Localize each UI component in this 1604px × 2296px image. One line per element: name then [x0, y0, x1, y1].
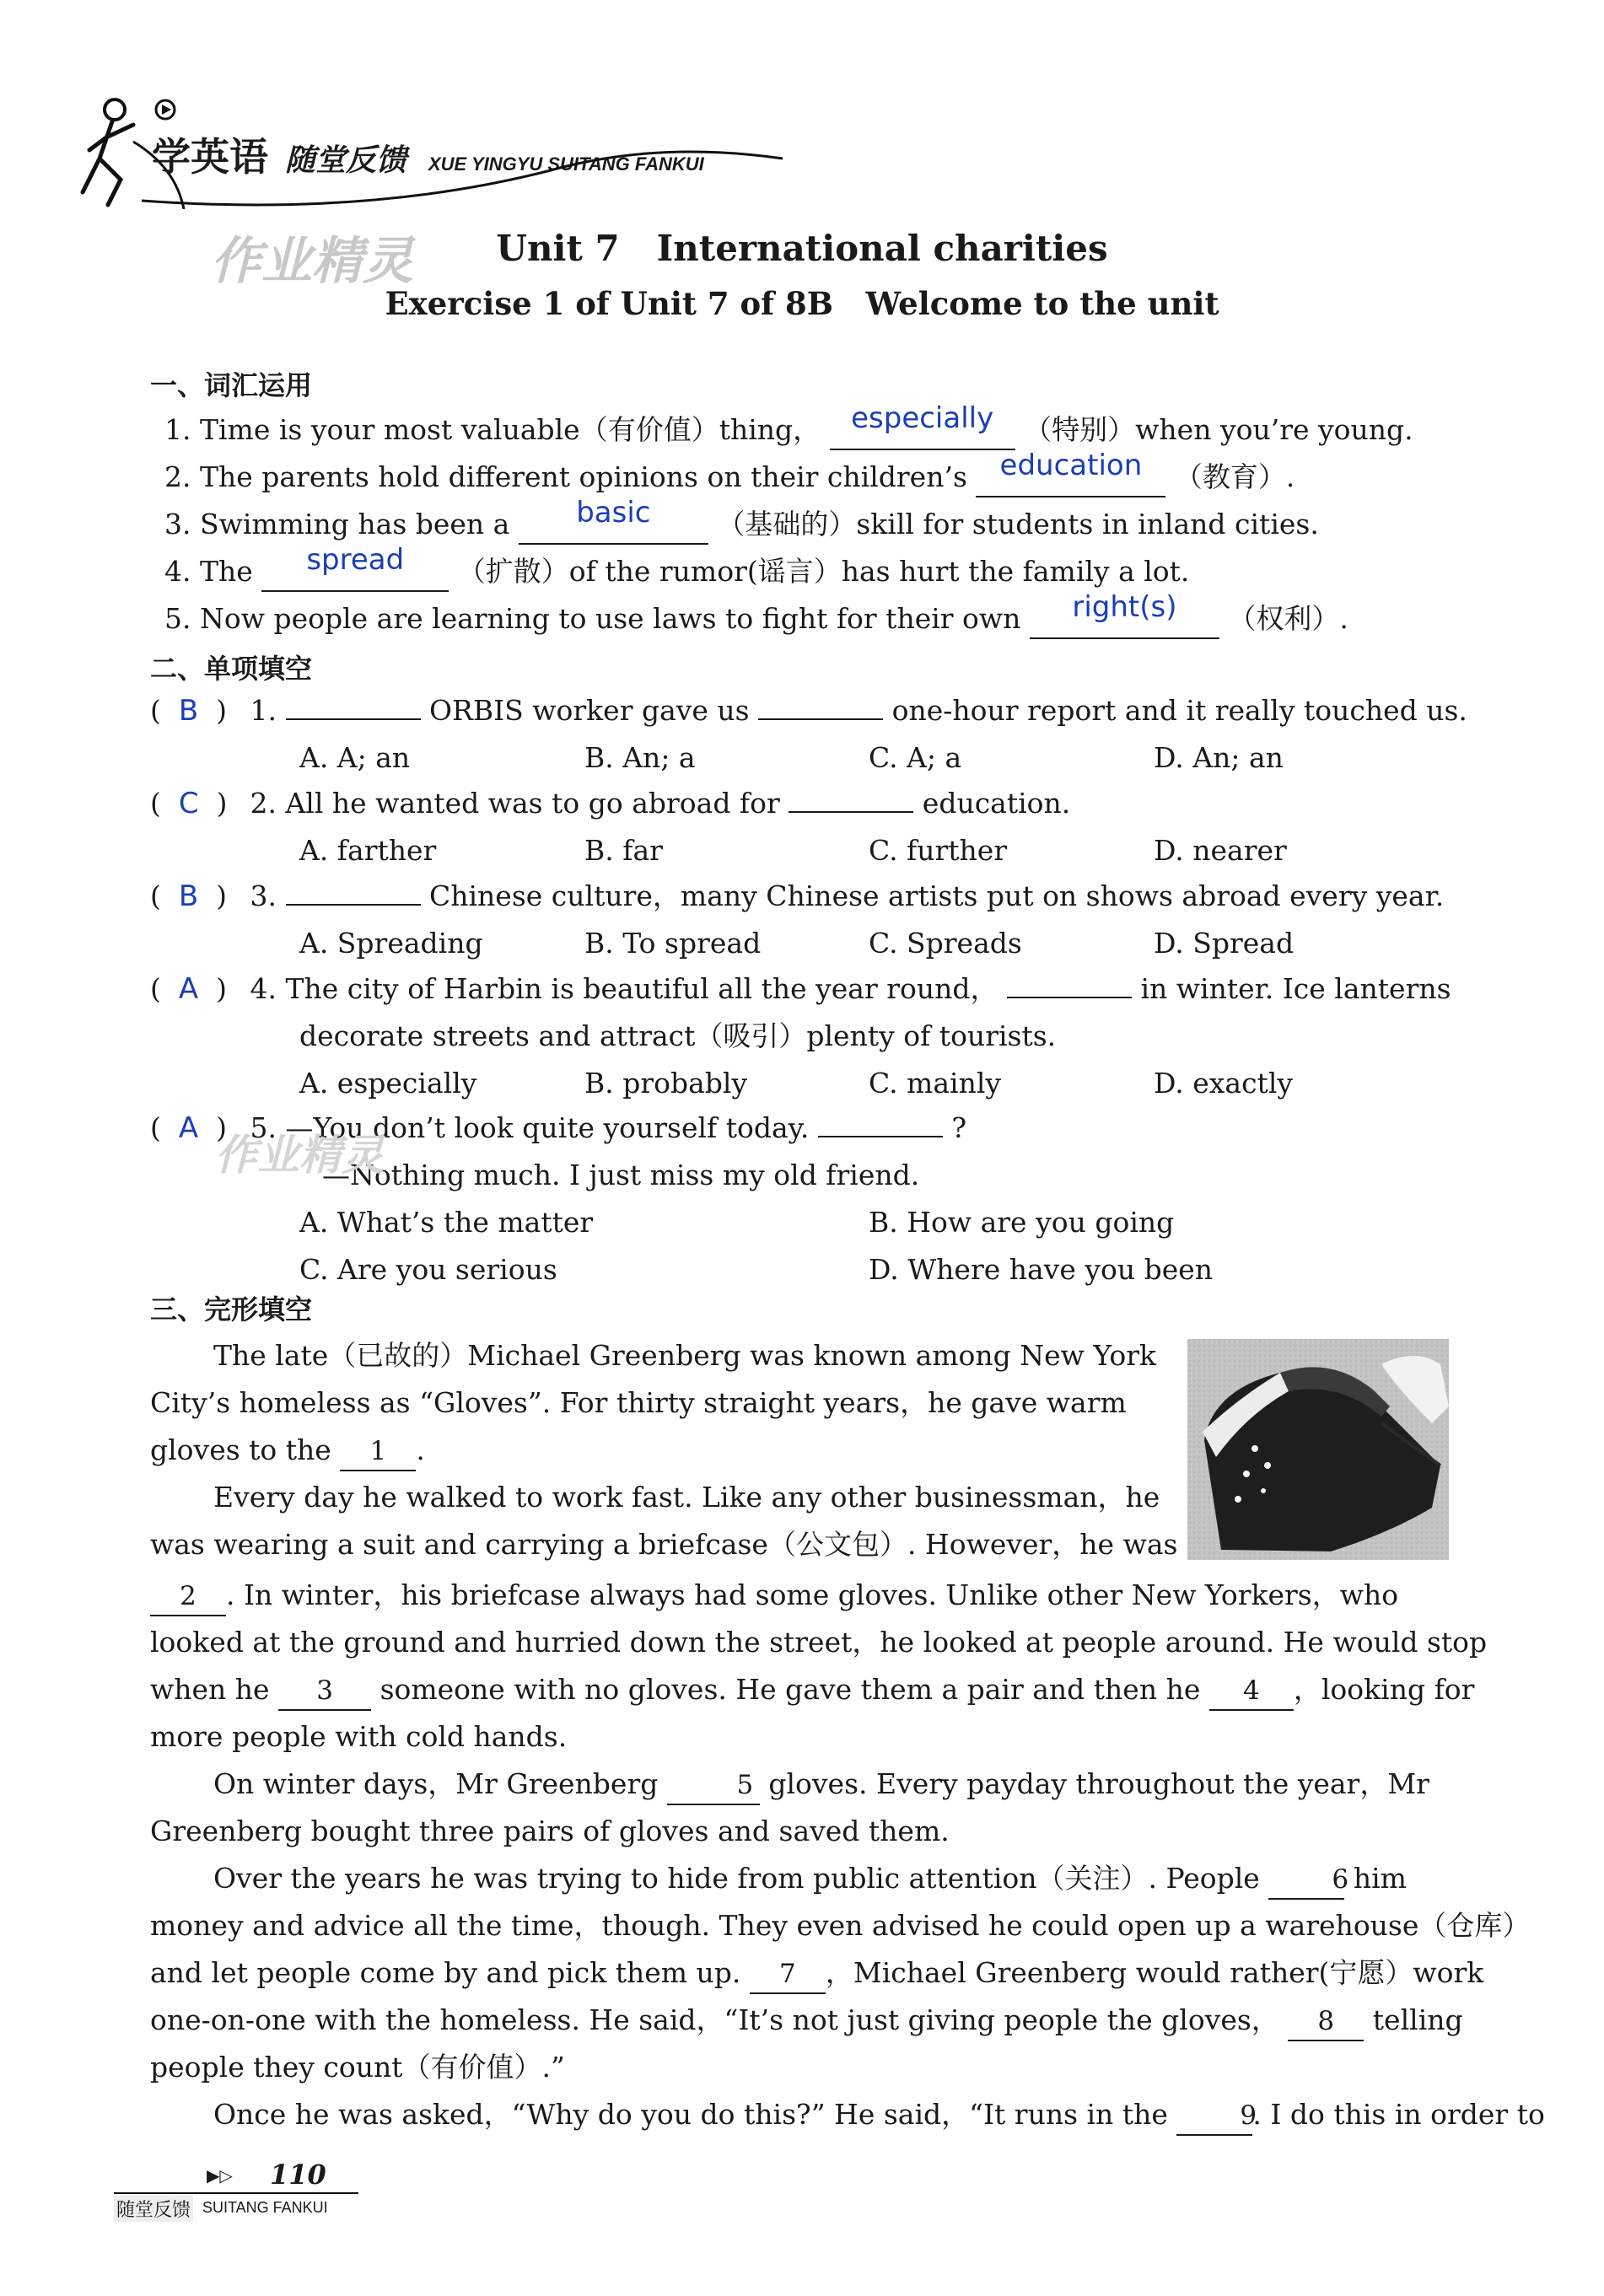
cloze-blank: 3 — [278, 1672, 371, 1711]
footer-label-pinyin: SUITANG FANKUI — [202, 2199, 328, 2216]
answer-blank — [261, 543, 449, 592]
cloze-line: people they count（有价值）.” — [150, 2051, 565, 2084]
cloze-blank: 9 — [1176, 2097, 1252, 2136]
section1-heading: 一、词汇运用 — [150, 369, 313, 401]
cloze-line: money and advice all the time，though. They even advised he could open up a warehouse（仓库） — [150, 1909, 1531, 1942]
page-number: 110 — [270, 2159, 326, 2191]
cloze-text: gloves to the — [150, 1433, 331, 1466]
option: D. An; an — [1154, 741, 1284, 774]
cloze-blank: 1 — [340, 1433, 416, 1471]
header-swoosh-icon — [125, 142, 799, 209]
question-text: 3. — [250, 879, 277, 912]
header-logo — [74, 91, 799, 209]
cloze-blank: 8 — [1288, 2003, 1364, 2041]
blank — [818, 1136, 943, 1137]
cloze-paragraph — [150, 1332, 1178, 1568]
cloze-line — [150, 1761, 1449, 1808]
mc-answer: A — [178, 972, 199, 1006]
vocab-text: 3. Swimming has been a — [164, 508, 510, 540]
cloze-line — [150, 1855, 1449, 1902]
vocab-text: 1. Time is your most valuable（有价值）thing， — [164, 413, 821, 446]
option: A. farther — [299, 834, 437, 867]
option: D. nearer — [1154, 834, 1287, 867]
question-text: decorate streets and attract（吸引）plenty of tourists. — [299, 1019, 1057, 1052]
cloze-line: City’s homeless as “Gloves”. For thirty straight years，he gave warm — [150, 1386, 1127, 1419]
cloze-text: one-on-one with the homeless. He said，“It’s not just giving people the gloves， — [150, 2003, 1279, 2036]
section3-heading: 三、完形填空 — [150, 1293, 313, 1325]
question-text: ORBIS worker gave us — [429, 694, 750, 727]
option: A. especially — [299, 1067, 477, 1100]
brand-sub-cn: 随堂反馈 — [285, 143, 407, 178]
cloze-text: . In winter，his briefcase always had some gloves. Unlike other New Yorkers，who — [226, 1578, 1399, 1611]
vocab-text: （特别）when you’re young. — [1024, 413, 1413, 446]
option: A. Spreading — [299, 927, 483, 960]
page-title: Unit 7 International charities — [496, 228, 1108, 269]
answer-text: right(s) — [1072, 590, 1177, 624]
mc-question: ( C ) 2. All he wanted was to go abroad for education. A. farther B. far C. further D. nearer — [0, 780, 1604, 874]
question-text: one-hour report and it really touched us. — [891, 694, 1467, 727]
mc-question: ( B ) 1. ORBIS worker gave us one-hour report and it really touched us. A. A; an B. An; a C. A; a D. An; an — [0, 687, 1604, 782]
cloze-line — [150, 1666, 1475, 1713]
option: C. mainly — [869, 1067, 1002, 1100]
vocab-text: 5. Now people are learning to use laws to fight for their own — [164, 602, 1021, 635]
arrow-icon: ▶▷ — [207, 2165, 233, 2186]
option: C. further — [869, 834, 1008, 867]
option: B. probably — [584, 1067, 748, 1100]
footer — [110, 2159, 447, 2226]
cloze-blank: 4 — [1209, 1672, 1294, 1711]
page-subtitle: Exercise 1 of Unit 7 of 8B Welcome to the unit — [385, 285, 1219, 322]
option: D. Spread — [1154, 927, 1295, 960]
cloze-line: Greenberg bought three pairs of gloves and saved them. — [150, 1815, 950, 1847]
cloze-text: ，looking for — [1293, 1673, 1475, 1706]
cloze-blank: 2 — [150, 1578, 226, 1616]
question-text: Chinese culture，many Chinese artists put on shows abroad every year. — [429, 879, 1445, 912]
mc-question: ( A ) 4. The city of Harbin is beautiful all the year round， in winter. Ice lanterns decorate streets and attract（吸引）plenty of tourists. A. especially B. probably C. mainly D. exactly — [0, 965, 1604, 1107]
vocab-text: （扩散）of the rumor(谣言）has hurt the family a lot. — [457, 555, 1190, 588]
vocab-text: 4. The — [164, 555, 253, 588]
option: B. How are you going — [869, 1206, 1175, 1239]
section2-heading: 二、单项填空 — [150, 653, 313, 685]
option: D. Where have you been — [869, 1253, 1214, 1286]
question-text: —Nothing much. I just miss my old friend. — [322, 1159, 920, 1191]
cloze-line: The late（已故的）Michael Greenberg was known among New York — [213, 1339, 1156, 1372]
blank — [1007, 997, 1132, 998]
cloze-text: Once he was asked，“Why do you do this?” He said，“It runs in the — [213, 2098, 1168, 2131]
question-text: 4. The city of Harbin is beautiful all the year round， — [250, 972, 998, 1005]
question-text: 2. All he wanted was to go abroad for — [250, 787, 780, 820]
cloze-line — [150, 1997, 1463, 2044]
mc-answer: B — [178, 879, 199, 913]
blank — [789, 811, 913, 813]
cloze-text: gloves. Every payday throughout the year，Mr — [768, 1767, 1429, 1800]
mc-question: ( A ) 5. —You don’t look quite yourself today. ? —Nothing much. I just miss my old friend. A. What’s the matter B. How are you going C. Are you serious D. Where have you been — [0, 1105, 1604, 1293]
option: B. far — [584, 834, 663, 867]
vocab-text: （教育）. — [1174, 460, 1295, 493]
answer-blank — [976, 449, 1165, 497]
watermark-small: 作业精灵 — [215, 1131, 384, 1180]
question-text: education. — [922, 787, 1071, 820]
option: A. What’s the matter — [299, 1206, 594, 1239]
option: B. An; a — [584, 741, 696, 774]
vocab-text: （权利）. — [1228, 602, 1348, 635]
mc-question: ( B ) 3. Chinese culture，many Chinese artists put on shows abroad every year. A. Spreading B. To spread C. Spreads D. Spread — [0, 873, 1604, 967]
brand-cn: 学英语 — [152, 134, 268, 180]
cloze-text: . I do this in order to — [1252, 2098, 1545, 2131]
cloze-text: On winter days，Mr Greenberg — [213, 1767, 659, 1800]
answer-text: especially — [851, 401, 994, 435]
cloze-line: Every day he walked to work fast. Like any other businessman，he — [213, 1481, 1160, 1514]
option: C. A; a — [869, 741, 962, 774]
answer-text: basic — [576, 496, 651, 530]
cloze-paragraph — [150, 1572, 1545, 2138]
cloze-line: was wearing a suit and carrying a briefcase（公文包）. However，he was — [150, 1528, 1178, 1561]
answer-text: spread — [306, 543, 405, 577]
answer-blank — [1030, 590, 1219, 639]
blank — [758, 718, 883, 720]
question-text: 1. — [250, 694, 277, 727]
question-text: in winter. Ice lanterns — [1140, 972, 1451, 1005]
cloze-text: someone with no gloves. He gave them a pair and then he — [379, 1673, 1201, 1706]
mc-answer: C — [178, 787, 199, 820]
cloze-blank: 7 — [750, 1955, 826, 1994]
cloze-text: telling — [1372, 2003, 1463, 2036]
option: A. A; an — [299, 741, 411, 774]
option: C. Spreads — [869, 927, 1022, 960]
gloves-photo — [1187, 1339, 1449, 1560]
cloze-line — [150, 2091, 1545, 2138]
option: C. Are you serious — [299, 1253, 557, 1286]
vocab-text: （基础的）skill for students in inland cities. — [717, 508, 1319, 540]
cloze-line: looked at the ground and hurried down the street，he looked at people around. He would stop — [150, 1626, 1488, 1659]
vocab-text: 2. The parents hold different opinions on their children’s — [164, 460, 967, 493]
cloze-text: . — [416, 1433, 425, 1466]
answer-blank — [830, 401, 1015, 450]
footer-divider — [114, 2192, 358, 2194]
question-text: 5. —You don’t look quite yourself today. — [250, 1111, 810, 1144]
cloze-text: when he — [150, 1673, 270, 1706]
cloze-blank: 6 — [1268, 1861, 1344, 1900]
answer-text: education — [999, 449, 1143, 482]
cloze-line — [150, 1949, 1484, 1997]
question-text: ? — [951, 1111, 967, 1144]
blank — [286, 718, 421, 720]
answer-blank — [519, 496, 708, 545]
option: D. exactly — [1154, 1067, 1294, 1100]
cloze-line — [150, 1572, 1449, 1619]
blank — [286, 904, 421, 906]
option: B. To spread — [584, 927, 762, 960]
cloze-line: more people with cold hands. — [150, 1720, 568, 1753]
cloze-text: him — [1353, 1862, 1407, 1895]
watermark: 作业精灵 — [211, 232, 413, 291]
cloze-blank: 5 — [667, 1766, 760, 1805]
footer-label-cn: 随堂反馈 — [114, 2196, 193, 2222]
cloze-text: and let people come by and pick them up. — [150, 1956, 741, 1989]
cloze-text: ，Michael Greenberg would rather(宁愿）work — [825, 1956, 1484, 1989]
brand-pinyin: XUE YINGYU SUITANG FANKUI — [428, 153, 704, 175]
mc-answer: B — [178, 694, 199, 728]
cloze-line — [150, 1427, 1162, 1474]
cloze-text: Over the years he was trying to hide from public attention（关注）. People — [213, 1862, 1260, 1895]
mc-answer: A — [178, 1111, 199, 1145]
